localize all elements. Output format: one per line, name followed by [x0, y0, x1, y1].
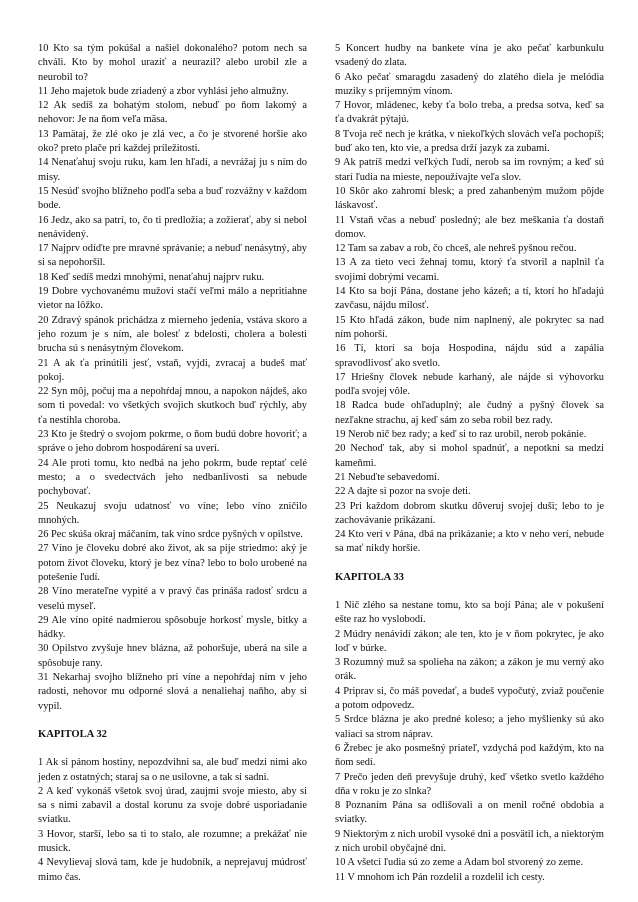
verse: 10 A všetci ľudia sú zo zeme a Adam bol stvorený zo zeme.: [335, 857, 584, 869]
verse: 4 Priprav si, čo máš povedať, a budeš vypočutý, zviaž poučenie a potom odpovedz.: [335, 685, 604, 712]
verse: 15 Nesúď svojho blížneho podľa seba a buď rozvážny v každom bode.: [38, 185, 307, 212]
verse: 18 Keď sedíš medzi mnohými, nenaťahuj najprv ruku.: [38, 271, 265, 283]
verse: 22 A dajte si pozor na svoje deti.: [335, 486, 471, 498]
chapter-32-heading: KAPITOLA 32: [38, 728, 107, 740]
verse: 17 Hriešny človek nebude karhaný, ale nájde si výhovorku podľa svojej vôle.: [335, 371, 604, 398]
verse: 26 Pec skúša okraj máčaním, tak víno srdce pyšných v opilstve.: [38, 529, 303, 541]
verse: 11 V mnohom ich Pán rozdelil a rozdelil ich cesty.: [335, 871, 545, 883]
verse: 18 Radca bude ohľaduplný; ale čudný a pyšný človek sa nezľakne strachu, aj keď sám zo seba robil bez rady.: [335, 400, 604, 426]
left-column: [38, 42, 307, 885]
verse: 5 Koncert hudby na bankete vína je ako pečať karbunkulu vsadený do zlata.: [335, 43, 604, 69]
verse: 19 Dobre vychovanému mužovi stačí veľmi málo a nepritiahne vietor na lôžko.: [38, 286, 307, 312]
verse: 4 Nevylievaj slová tam, kde je hudobník, a neprejavuj múdrosť mimo čas.: [38, 857, 307, 883]
verse: 25 Neukazuj svoju udatnosť vo víne; lebo víno zničilo mnohých.: [38, 500, 307, 526]
verse: 27 Víno je človeku dobré ako život, ak sa pije striedmo: aký je potom život človeku, ktorý je bez vína? lebo to bolo urobené na potešenie ľudí.: [38, 543, 307, 583]
verse: 28 Víno merateľne vypité a v pravý čas prináša radosť srdcu a veselú myseľ.: [38, 586, 307, 612]
verse: 29 Ale víno opité nadmierou spôsobuje horkosť mysle, bitky a hádky.: [38, 614, 307, 641]
verse: 8 Poznaním Pána sa odlišovali a on menil ročné obdobia a sviatky.: [335, 800, 604, 826]
verse: 7 Prečo jeden deň prevyšuje druhý, keď všetko svetlo každého dňa v roku je zo slnka?: [335, 771, 604, 797]
verse: 11 Vstaň včas a nebuď posledný; ale bez meškania ťa dostaň domov.: [335, 214, 604, 240]
chapter-33-verses: [335, 599, 604, 885]
verse: 19 Nerob nič bez rady; a keď si to raz urobil, nerob pokánie.: [335, 429, 587, 441]
verse: 16 Jedz, ako sa patrí, to, čo ti predložia; a zožierať, aby si nebol nenávidený.: [38, 214, 307, 240]
verse: 14 Kto sa bojí Pána, dostane jeho kázeň; a tí, ktorí ho hľadajú zavčasu, nájdu milosť.: [335, 286, 604, 312]
verse: 13 A za tieto veci žehnaj tomu, ktorý ťa stvoril a naplnil ťa svojimi dobrými vecami.: [335, 257, 604, 283]
chapter-32-verses-start: [38, 756, 307, 885]
verse: 9 Niektorým z nich urobil vysoké dni a posvätil ich, a niektorým z nich urobil obyčajné dni.: [335, 828, 604, 855]
verse: 15 Kto hľadá zákon, bude ním naplnený, ale pokrytec sa nad ním pohorší.: [335, 314, 604, 340]
verse: 3 Hovor, starší, lebo sa ti to stalo, ale rozumne; a prekážať nie musick.: [38, 828, 307, 855]
right-column: [335, 42, 604, 885]
verse: 9 Ak patríš medzi veľkých ľudí, nerob sa im rovným; a keď sú starí ľudia na mieste, nepoužívajte veľa slov.: [335, 157, 604, 183]
verse: 31 Nekarhaj svojho blížneho pri víne a nepohŕdaj ním v jeho radosti, nehovor mu odporné slová a nenaliehaj naňho, aby si vypil.: [38, 672, 307, 712]
two-column-layout: [38, 42, 604, 885]
verse: 20 Nechoď tak, aby si mohol spadnúť, a nepotkni sa medzi kameňmi.: [335, 443, 604, 469]
chapter-33-heading: KAPITOLA 33: [335, 571, 404, 583]
verse: 23 Kto je štedrý o svojom pokrme, o ňom budú dobre hovoriť; a správe o jeho dobrom hospodárení sa uverí.: [38, 429, 307, 455]
verse: 6 Ako pečať smaragdu zasadený do zlatého diela je melódia muziky s príjemným vínom.: [335, 71, 604, 97]
verse: 5 Srdce blázna je ako predné koleso; a jeho myšlienky sú ako valiaci sa strom náprav.: [335, 714, 604, 740]
verse: 2 Múdry nenávidí zákon; ale ten, kto je v ňom pokrytec, je ako loď v búrke.: [335, 628, 604, 654]
verse: 21 Nebuďte sebavedomí.: [335, 471, 440, 483]
verse: 21 A ak ťa prinútili jesť, vstaň, vyjdi, zvracaj a budeš mať pokoj.: [38, 357, 307, 383]
chapter-32-verses-end: [335, 42, 604, 557]
verse: 30 Opilstvo zvyšuje hnev blázna, až pohoršuje, uberá na sile a spôsobuje rany.: [38, 643, 307, 669]
verse: 16 Tí, ktorí sa boja Hospodina, nájdu súd a zapália spravodlivosť ako svetlo.: [335, 343, 604, 369]
verse: 10 Kto sa tým pokúšal a našiel dokonalého? potom nech sa chváli. Kto by mohol uraziť a neurazil? alebo urobil zle a neurobil to?: [38, 43, 307, 83]
verse: 3 Rozumný muž sa spolieha na zákon; a zákon je mu verný ako orák.: [335, 657, 604, 683]
verse: 12 Tam sa zabav a rob, čo chceš, ale nehreš pyšnou rečou.: [335, 243, 577, 255]
verse: 23 Pri každom dobrom skutku dôveruj svojej duši; lebo to je zachovávanie prikázaní.: [335, 500, 604, 526]
verse: 12 Ak sedíš za bohatým stolom, nebuď po ňom lakomý a nehovor: Je na ňom veľa mäsa.: [38, 100, 307, 126]
verse: 1 Nič zlého sa nestane tomu, kto sa bojí Pána; ale v pokušení ešte raz ho vyslobodí.: [335, 599, 604, 626]
verse: 1 Ak si pánom hostiny, nepozdvihni sa, ale buď medzi nimi ako jeden z ostatných; staraj sa o ne usilovne, a tak si sadni.: [38, 757, 307, 783]
verse: 10 Skôr ako zahromí blesk; a pred zahanbeným mužom pôjde láskavosť.: [335, 185, 604, 212]
verse: 7 Hovor, mládenec, keby ťa bolo treba, a predsa sotva, keď sa ťa dvakrát pýtajú.: [335, 100, 604, 126]
verse: 24 Ale proti tomu, kto nedbá na jeho pokrm, bude reptať celé mesto; a o svedectvách jeho nedbanlivosti sa nebude pochybovať.: [38, 457, 307, 498]
chapter-31-verses-end: [38, 42, 307, 714]
verse: 17 Najprv odíďte pre mravné správanie; a nebuď nenásytný, aby si sa nepohoršil.: [38, 243, 307, 269]
verse: 8 Tvoja reč nech je krátka, v niekoľkých slovách veľa pochopíš; buď ako ten, kto vie, a predsa drží jazyk za zubami.: [335, 128, 604, 155]
verse: 14 Nenaťahuj svoju ruku, kam len hľadí, a nevrážaj ju s ním do misy.: [38, 157, 307, 183]
verse: 20 Zdravý spánok prichádza z mierneho jedenia, vstáva skoro a jeho rozum je s ním, ale bolesť z bdelosti, cholera a bolesti brucha sú s nenásytným človekom.: [38, 314, 307, 355]
verse: 11 Jeho majetok bude zriadený a zbor vyhlási jeho almužny.: [38, 85, 289, 97]
verse: 22 Syn môj, počuj ma a nepohŕdaj mnou, a napokon nájdeš, ako som ti povedal: vo všetkých svojich skutkoch buď rýchly, aby ťa nestihla choroba.: [38, 386, 307, 426]
verse: 24 Kto verí v Pána, dbá na prikázanie; a kto v neho verí, nebude sa mať nikdy horšie.: [335, 529, 604, 555]
verse: 6 Žrebec je ako posmešný priateľ, vzdychá pod každým, kto na ňom sedí.: [335, 742, 604, 769]
verse: 13 Pamätaj, že zlé oko je zlá vec, a čo je stvorené horšie ako oko? preto plače pri každej príležitosti.: [38, 128, 307, 155]
verse: 2 A keď vykonáš všetok svoj úrad, zaujmi svoje miesto, aby si sa s nimi zabavil a dostal korunu za svoje dobré usporiadanie sviatku.: [38, 785, 307, 826]
